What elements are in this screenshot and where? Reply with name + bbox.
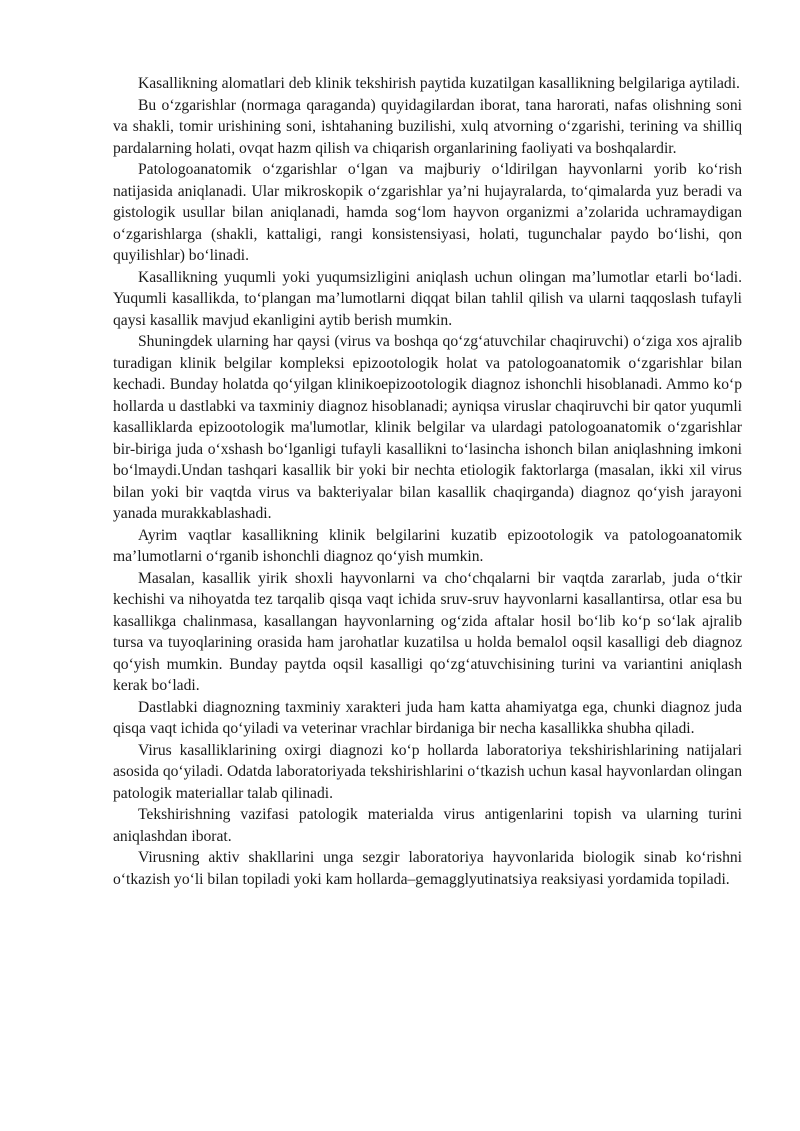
paragraph-9: Virus kasalliklarining oxirgi diagnozi ko‘p hollarda laboratoriya tekshirishlarining natijalari asosida qo‘yiladi. Odatda laboratoriyada tekshirishlarini o‘tkazish uchun kasal hayvonlardan olingan patologik materiallar talab qilinadi. <box>113 741 742 802</box>
paragraph-2: Bu o‘zgarishlar (normaga qaraganda) quyidagilardan iborat, tana harorati, nafas olishning soni va shakli, tomir urishining soni, ishtahaning buzilishi, xulq atvorning o‘zgarishi, terining va shilliq pardalarning holati, ovqat hazm qilish va chiqarish organlarining faoliyati va boshqalardir. <box>113 96 742 157</box>
paragraph-7: Masalan, kasallik yirik shoxli hayvonlarni va cho‘chqalarni bir vaqtda zararlab, juda o‘tkir kechishi va nihoyatda tez tarqalib qisqa vaqt ichida sruv-sruv hayvonlarni kasallantirsa, otlar esa bu kasallikga chalinmasa, kasallangan hayvonlarning og‘zida aftalar hosil bo‘lib ko‘p so‘lak ajralib tursa va tuyoqlarining orasida ham jarohatlar kuzatilsa u holda bemalol oqsil kasalligi deb diagnoz qo‘yish mumkin. Bunday paytda oqsil kasalligi qo‘zg‘atuvchisining turini va variantini aniqlash kerak bo‘ladi. <box>113 569 742 694</box>
paragraph-3: Patologoanatomik o‘zgarishlar o‘lgan va majburiy o‘ldirilgan hayvonlarni yorib ko‘rish natijasida aniqlanadi. Ular mikroskopik o‘zgarishlar ya’ni hujayralarda, to‘qimalarda yuz beradi va gistologik usullar bilan aniqlanadi, hamda sog‘lom hayvon organizmi a’zolarida uchramaydigan o‘zgarishlarga (shakli, kattaligi, rangi konsistensiyasi, holati, tugunchalar paydo bo‘lishi, qon quyilishlar) bo‘linadi. <box>113 161 742 264</box>
paragraph-1: Kasallikning alomatlari deb klinik tekshirish paytida kuzatilgan kasallikning belgilariga aytiladi. <box>138 75 740 92</box>
document-page <box>113 73 742 890</box>
paragraph-10: Tekshirishning vazifasi patologik materialda virus antigenlarini topish va ularning turini aniqlashdan iborat. <box>113 806 742 845</box>
paragraph-11: Virusning aktiv shakllarini unga sezgir laboratoriya hayvonlarida biologik sinab ko‘rishni o‘tkazish yo‘li bilan topiladi yoki kam hollarda–gemagglyutinatsiya reaksiyasi yordamida topiladi. <box>113 849 742 888</box>
paragraph-5: Shuningdek ularning har qaysi (virus va boshqa qo‘zg‘atuvchilar chaqiruvchi) o‘ziga xos ajralib turadigan klinik belgilar kompleksi epizootologik holat va patologoanatomik o‘zgarishlar bilan kechadi. Bunday holatda qo‘yilgan klinikoepizootologik diagnoz ishonchli hisoblanadi. Ammo ko‘p hollarda u dastlabki va taxminiy diagnoz hisoblanadi; ayniqsa viruslar chaqiruvchi bir qator yuqumli kasalliklarda epizootologik ma'lumotlar, klinik belgilar va ulardagi patologoanatomik o‘zgarishlar bir-biriga juda o‘xshash bo‘lganligi tufayli kasallikni to‘lasincha ishonch bilan aniqlashning imkoni bo‘lmaydi.Undan tashqari kasallik bir yoki bir nechta etiologik faktorlarga (masalan, ikki xil virus bilan yoki bir vaqtda virus va bakteriyalar bilan kasallik chaqirganda) diagnoz qo‘yish jarayoni yanada murakkablashadi. <box>113 333 742 522</box>
paragraph-6: Ayrim vaqtlar kasallikning klinik belgilarini kuzatib epizootologik va patologoanatomik ma’lumotlarni o‘rganib ishonchli diagnoz qo‘yish mumkin. <box>113 526 742 565</box>
paragraph-8: Dastlabki diagnozning taxminiy xarakteri juda ham katta ahamiyatga ega, chunki diagnoz juda qisqa vaqt ichida qo‘yiladi va veterinar vrachlar birdaniga bir necha kasallikka shubha qiladi. <box>113 698 742 737</box>
paragraph-4: Kasallikning yuqumli yoki yuqumsizligini aniqlash uchun olingan ma’lumotlar etarli bo‘ladi. Yuqumli kasallikda, to‘plangan ma’lumotlarni diqqat bilan tahlil qilish va ularni taqqoslash tufayli qaysi kasallik mavjud ekanligini aytib berish mumkin. <box>113 268 742 329</box>
